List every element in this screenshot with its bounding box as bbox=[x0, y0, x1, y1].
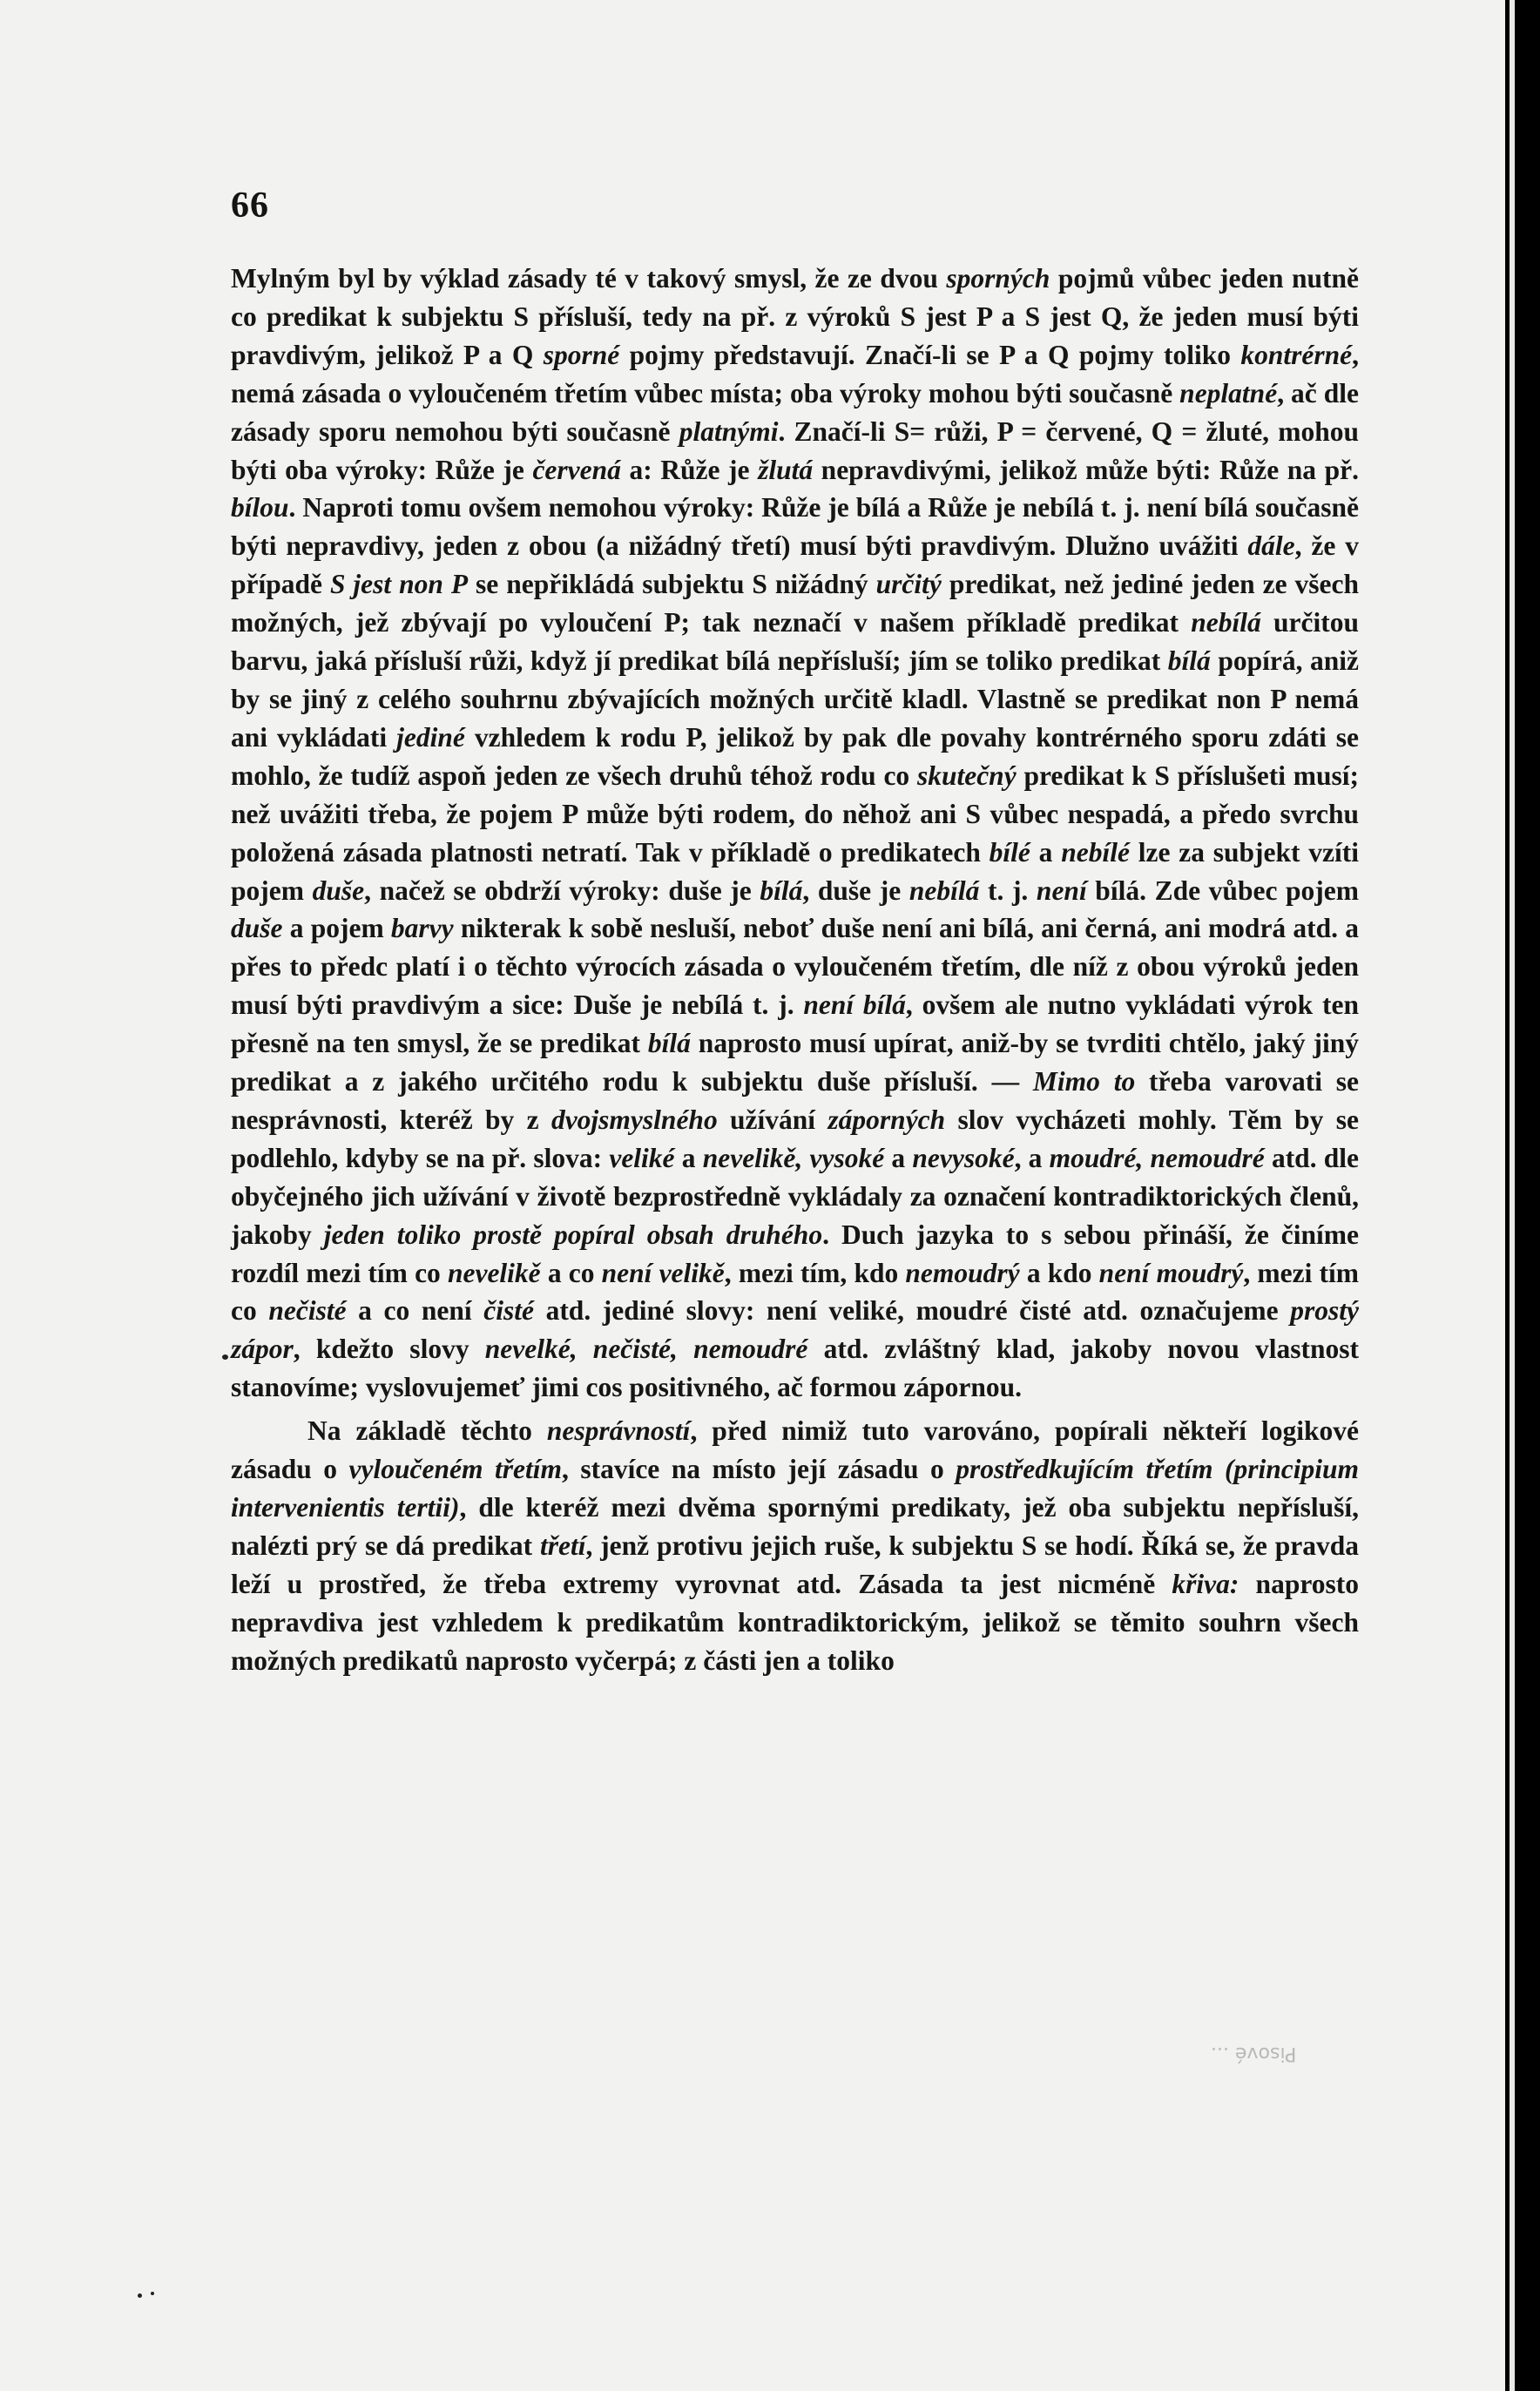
paragraph-2: Na základě těchto nesprávností, před nimiž tuto varováno, popírali někteří logikové zásadu o vyloučeném třetím, stavíce na místo její zásadu o prostředkujícím třetím (principium intervenientis tertii), dle kteréž mezi dvěma spornými predikaty, jež oba subjektu nepřísluší, nalézti prý se dá predikat třetí, jenž protivu jejich ruše, k subjektu S se hodí. Říká se, že pravda leží u prostřed, že třeba extremy vyrovnat atd. Zásada ta jest nicméně křiva: naprosto nepravdiva jest vzhledem k predikatům kontradiktorickým, jelikož se těmito souhrn všech možných predikatů naprosto vyčerpá; z části jen a toliko bbox=[231, 1415, 1359, 1676]
paragraph-1: Mylným byl by výklad zásady té v takový smysl, že ze dvou sporných pojmů vůbec jeden nutně co predikat k subjektu S přísluší, tedy na př. z výroků S jest P a S jest Q, že jeden musí býti pravdivým, jelikož P a Q sporné pojmy představují. Značí-li se P a Q pojmy toliko kontrérné, nemá zásada o vyloučeném třetím vůbec místa; oba výroky mohou býti současně neplatné, ač dle zásady sporu nemohou býti současně platnými. Značí-li S= růži, P = červené, Q = žluté, mohou býti oba výroky: Růže je červená a: Růže je žlutá nepravdivými, jelikož může býti: Růže na př. bílou. Naproti tomu ovšem nemohou výroky: Růže je bílá a Růže je nebílá t. j. není bílá současně býti nepravdivy, jeden z obou (a nižádný třetí) musí býti pravdivým. Dlužno uvážiti dále, že v případě S jest non P se nepřikládá subjektu S nižádný určitý predikat, než jediné jeden ze všech možných, jež zbývají po vyloučení P; tak neznačí v našem příkladě predikat nebílá určitou barvu, jaká přísluší růži, když jí predikat bílá nepřísluší; jím se toliko predikat bílá popírá, aniž by se jiný z celého souhrnu zbývajících možných určitě kladl. Vlastně se predikat non P nemá ani vykládati jediné vzhledem k rodu P, jelikož by pak dle povahy kontrérného sporu zdáti se mohlo, že tudíž aspoň jeden ze všech druhů téhož rodu co skutečný predikat k S příslušeti musí; než uvážiti třeba, že pojem P může býti rodem, do něhož ani S vůbec nespadá, a předo svrchu položená zásada platnosti netratí. Tak v příkladě o predikatech bílé a nebílé lze za subjekt vzíti pojem duše, načež se obdrží výroky: duše je bílá, duše je nebílá t. j. není bílá. Zde vůbec pojem duše a pojem barvy nikterak k sobě nesluší, neboť duše není ani bílá, ani černá, ani modrá atd. a přes to předc platí i o těchto výrocích zásada o vyloučeném třetím, dle níž z obou výroků jeden musí býti pravdivým a sice: Duše je nebílá t. j. není bílá, ovšem ale nutno vykládati výrok ten přesně na ten smysl, že se predikat bílá naprosto musí upírat, aniž-by se tvrditi chtělo, jaký jiný predikat a z jakého určitého rodu k subjektu duše přísluší. — Mimo to třeba varovati se nesprávnosti, kteréž by z dvojsmyslného užívání záporných slov vycházeti mohly. Těm by se podlehlo, kdyby se na př. slova: veliké a nevelikě, vysoké a nevysoké, a moudré, nemoudré atd. dle obyčejného jich užívání v životě bezprostředně vykládaly za označení kontradiktorických členů, jakoby jeden toliko prostě popíral obsah druhého. Duch jazyka to s sebou přináší, že činíme rozdíl mezi tím co nevelikě a co není velikě, mezi tím, kdo nemoudrý a kdo není moudrý, mezi tím co nečisté a co není čisté atd. jediné slovy: není veliké, moudré čisté atd. označujeme prostý zápor, kdežto slovy nevelké, nečisté, nemoudré atd. zvláštný klad, jakoby novou vlastnost stanovíme; vyslovujemeť jimi cos positivného, ač formou zápornou. bbox=[231, 263, 1360, 1403]
page-edge-rule bbox=[1510, 0, 1515, 2391]
page-number: 66 bbox=[231, 186, 269, 226]
scan-speck bbox=[151, 2292, 154, 2295]
scan-speck bbox=[138, 2293, 142, 2298]
body-text bbox=[231, 260, 1359, 1680]
scan-speck bbox=[222, 1354, 228, 1360]
bleed-through-mark: Pisové ... bbox=[1211, 2043, 1297, 2064]
